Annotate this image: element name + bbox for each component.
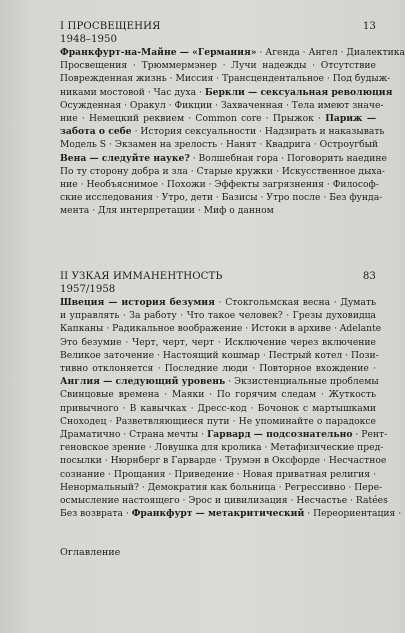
contents-text: осмысление настоящего · Эрос и цивилизация · Несчастье · Ratées (60, 495, 388, 507)
contents-text: Ненормальный? · Демократия как больница · Регрессивно · Пере- (60, 481, 383, 493)
contents-line (60, 72, 391, 85)
chapter-section-2 (60, 270, 402, 520)
contents-line (60, 86, 393, 99)
contents-text: · Агенда · Ангел · Диалектика (256, 47, 405, 58)
contents-line (60, 454, 387, 467)
contents-line (60, 415, 376, 428)
contents-line (60, 204, 376, 217)
contents-line (60, 296, 376, 309)
contents-text: Свинцовые времена · Маяки · По горячим следам · Жуткость (60, 389, 376, 401)
contents-line (60, 494, 388, 507)
subchapter-title: Англия — следующий уровень (60, 376, 226, 388)
contents-text: · Экзистенциальные проблемы (225, 376, 379, 388)
contents-line (60, 191, 383, 204)
contents-text: Модель S · Экзамен на зрелость · Нанят · Квадрига · Остроугбый (60, 139, 379, 151)
chapter-title: I ПРОСВЕЩЕНИЯ (60, 21, 161, 32)
contents-text: никами мостовой · Час духа · (60, 86, 205, 98)
contents-line (60, 322, 382, 335)
contents-text: мента · Для интерпретации · Миф о данном (60, 205, 274, 217)
contents-text: · Переориентация · (304, 508, 402, 520)
contents-line (60, 349, 379, 362)
contents-text: геновское зрение · Ловушка для кролика · Метафизические пред- (60, 442, 384, 454)
subchapter-title: Париж — (325, 113, 377, 125)
contents-line (60, 309, 376, 322)
chapter-years: 1948–1950 (60, 34, 117, 45)
subchapter-title: Франкфурт — метакритический (131, 508, 305, 520)
contents-line (60, 441, 384, 454)
contents-text: Поврежденная жизнь · Миссия · Трансцендентальное · Под будыж- (60, 73, 391, 85)
subchapter-title: забота о себе (60, 126, 132, 138)
contents-text: · История сексуальности · Надзирать и наказывать (131, 126, 385, 138)
chapter-contents (60, 296, 402, 520)
contents-text: сознание · Прощания · Приведение · Новая приватная религия · (60, 468, 376, 480)
chapter-contents (60, 46, 405, 218)
contents-line (60, 428, 388, 441)
contents-text: Капканы · Радикальное воображение · Истоки в архиве · Adelante (60, 323, 382, 335)
contents-text: тивно отклоняется · Последние люди · Повторное вхождение · (60, 363, 376, 375)
contents-text: привычного · В кавычках · Дресс-код · Бочонок с мартышками (60, 402, 376, 414)
contents-text: · Рент- (352, 429, 388, 441)
contents-text: Это безумие · Черт, черт, черт · Исключение через включение (60, 336, 376, 348)
contents-line (60, 388, 376, 401)
subchapter-title: Франкфурт-на-Майне — «Германия» (60, 47, 257, 58)
contents-text: Сноходец · Разветвляющиеся пути · Не упоминайте о парадоксе (60, 415, 376, 427)
contents-text: Просвещения · Трюммермэнер · Лучи надежды · Отсутствие (60, 60, 376, 72)
chapter-years: 1957/1958 (60, 284, 116, 295)
contents-line (60, 125, 385, 138)
contents-line (60, 468, 376, 481)
chapter-title: II УЗКАЯ ИММАНЕНТНОСТЬ (60, 271, 223, 282)
contents-line (60, 336, 376, 349)
contents-line (60, 178, 379, 191)
contents-text: Без возврата · (60, 508, 132, 520)
subchapter-title: Швеция — история безумия (60, 297, 215, 308)
contents-line (60, 46, 405, 59)
contents-line (60, 402, 376, 415)
contents-line (60, 138, 379, 151)
contents-text: ские исследования · Утро, дети · Базисы · Утро после · Без фунда- (60, 192, 383, 204)
subchapter-title: Беркли — сексуальная революция (204, 86, 393, 98)
chapter-page-number: 13 (362, 21, 376, 32)
contents-line (60, 112, 376, 125)
contents-text: посылки · Нюрнберг в Гарварде · Трумэн в Оксфорде · Несчастное (60, 455, 387, 467)
contents-text: и управлять · За работу · Что такое человек? · Грезы духовидца (60, 310, 376, 322)
contents-text: · Стокгольмская весна · Думать (214, 297, 376, 308)
contents-line (60, 507, 402, 520)
contents-text: Великое заточение · Настоящий кошмар · Пестрый котел · Пози- (60, 349, 379, 361)
chapter-heading (60, 270, 376, 283)
contents-text: ние · Необъяснимое · Похожи · Эффекты загрязнения · Философ- (60, 179, 379, 191)
chapter-section-1 (60, 20, 405, 218)
contents-text: ние · Немецкий реквием · Common core · Прыжок · (60, 113, 326, 125)
subchapter-title: Гарвард — подсознательно (206, 429, 353, 441)
contents-text: · Волшебная гора · Поговорить наедине (189, 152, 387, 164)
chapter-page-number: 83 (362, 271, 376, 282)
contents-line (60, 165, 386, 178)
contents-text: Осужденная · Оракул · Фикции · Захваченная · Тела имеют значе- (60, 99, 384, 111)
subchapter-title: Вена — следуйте науке? (60, 152, 190, 164)
contents-line (60, 59, 376, 72)
chapter-heading (60, 20, 376, 33)
contents-line (60, 362, 376, 375)
contents-text: Драматично · Страна мечты · (60, 429, 207, 441)
contents-text: По ту сторону добра и зла · Старые кружки · Искусственное дыха- (60, 165, 386, 177)
contents-line (60, 375, 379, 388)
toc-heading: Оглавление (60, 547, 121, 558)
contents-line (60, 99, 384, 112)
contents-line (60, 152, 387, 165)
contents-line (60, 481, 383, 494)
